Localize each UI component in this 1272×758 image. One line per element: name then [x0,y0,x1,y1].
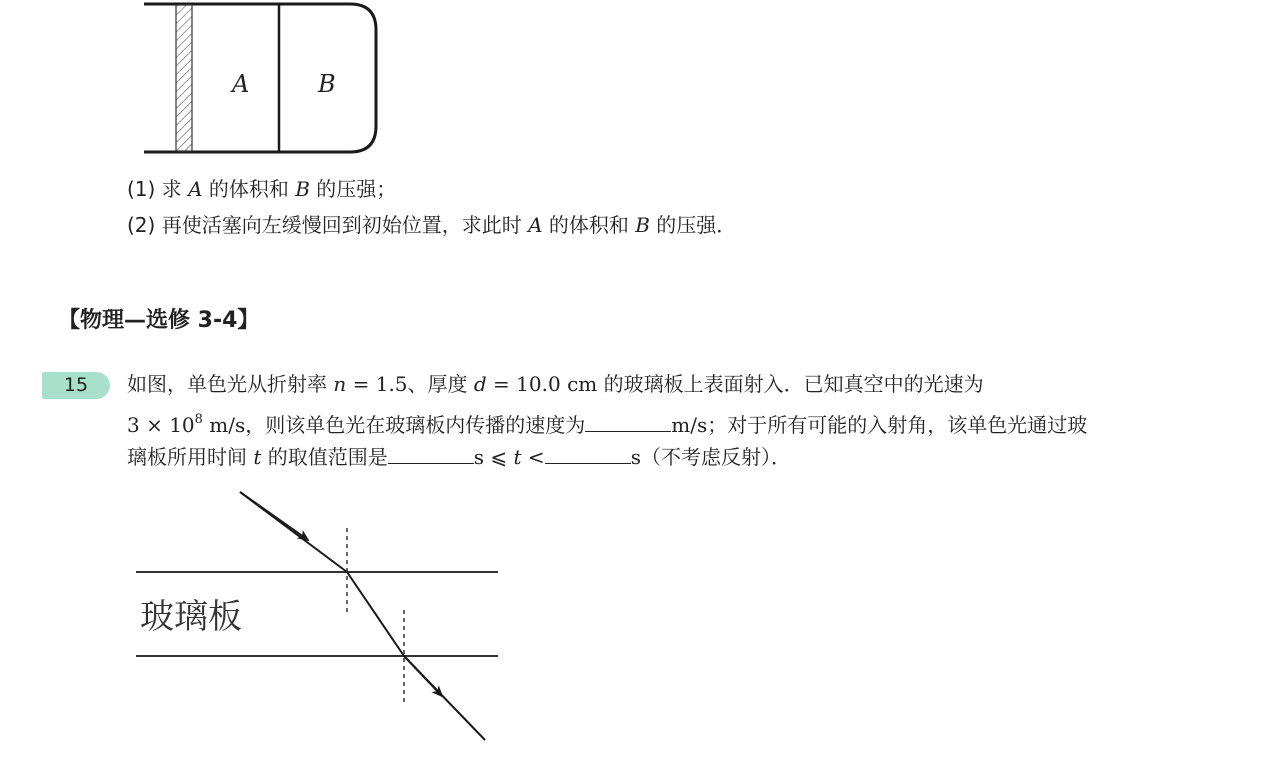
section-title: 【物理—选修 3-4】 [58,308,260,333]
question-number-badge: 15 [42,372,110,399]
var-d: d [473,372,487,396]
var-t: t [253,445,262,469]
sub-question-1-text: 的体积和 [202,177,296,201]
problem-text: 璃板所用时间 [127,445,254,469]
refractive-index-value: = 1.5 [346,372,408,396]
sub-question-2 [127,212,736,238]
time-unit: s ⩽ [473,445,514,469]
problem-text: 的取值范围是 [261,445,388,469]
var-a: A [188,177,203,201]
problem-line-2 [127,407,1087,438]
sub-question-2-number: (2) [127,213,156,237]
label-b: B [318,70,336,98]
label-a: A [232,70,250,98]
light-speed-exponent: 8 [194,412,203,427]
problem-line-1 [127,371,984,397]
answer-blank-speed[interactable] [585,413,671,432]
time-unit: s [630,445,641,469]
thickness-value: = 10.0 cm [486,372,598,396]
sub-question-2-text: 的体积和 [542,213,636,237]
less-than-sign: < [521,445,545,469]
glass-label: 玻璃板 [140,597,242,637]
var-n: n [333,372,347,396]
problem-text: 如图，单色光从折射率 [127,372,334,396]
refracted-ray [347,572,404,656]
sub-question-1 [127,176,396,202]
cylinder-figure [140,0,385,158]
sub-question-2-text: 再使活塞向左缓慢回到初始位置，求此时 [155,213,529,237]
sub-question-1-number: (1) [127,177,156,201]
piston-hatched [176,5,192,151]
speed-unit: m/s [671,413,708,437]
exit-ray-arrow [404,656,442,696]
sub-question-2-text: 的压强． [649,213,737,237]
light-speed-unit: m/s [202,413,246,437]
problem-text: （不考虑反射）． [640,445,791,469]
answer-blank-tmin[interactable] [388,445,474,464]
var-b: B [295,177,310,201]
light-speed-value [127,413,245,437]
sub-question-1-text: 求 [155,177,189,201]
var-t: t [513,445,522,469]
problem-text: 、厚度 [407,372,474,396]
problem-text: ；对于所有可能的入射角，该单色光通过玻 [707,413,1088,437]
light-speed-base: 3 × 10 [127,413,195,437]
problem-text: 的玻璃板上表面射入．已知真空中的光速为 [597,372,984,396]
sub-question-1-text: 的压强； [309,177,397,201]
answer-blank-tmax[interactable] [545,445,631,464]
var-b: B [635,213,650,237]
incident-ray [240,492,347,572]
problem-text: ，则该单色光在玻璃板内传播的速度为 [245,413,586,437]
problem-line-3 [127,444,791,470]
refraction-figure [130,486,510,748]
var-a: A [528,213,543,237]
